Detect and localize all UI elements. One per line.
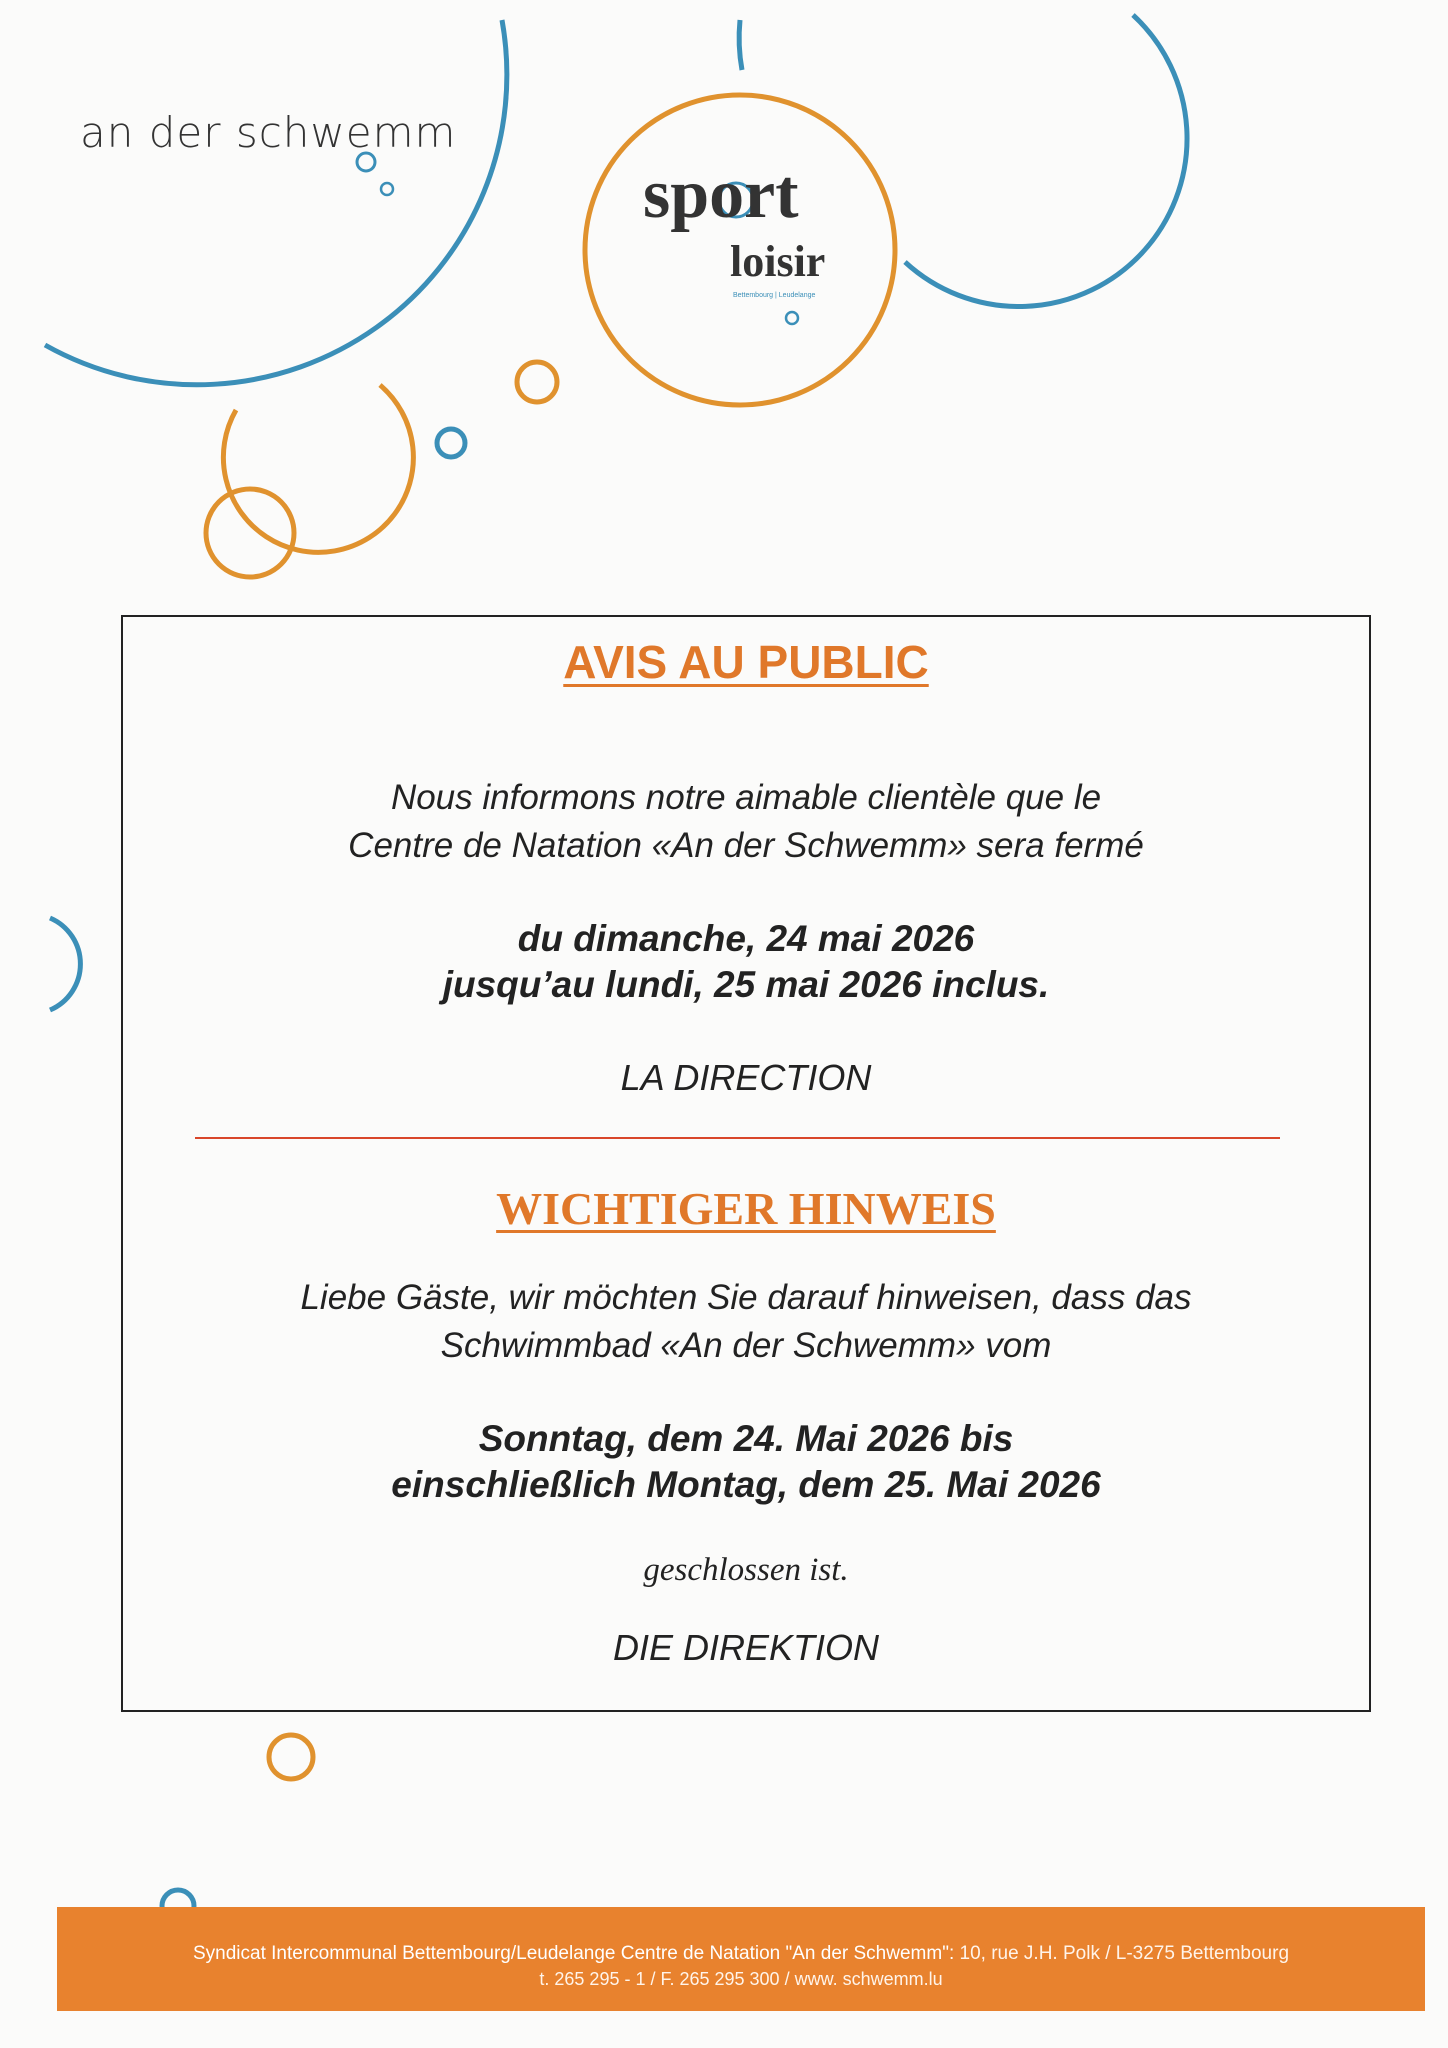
logo-sport: sport: [643, 156, 799, 233]
notice-box: [121, 615, 1371, 1712]
notice-fr-signature: LA DIRECTION: [620, 1057, 872, 1098]
notice-de-date1: Sonntag, dem 24. Mai 2026 bis: [478, 1418, 1014, 1459]
footer-address: 10, rue J.H. Polk / L-3275 Bettembourg: [954, 1943, 1290, 1964]
notice-de-date2: einschließlich Montag, dem 25. Mai 2026: [391, 1464, 1101, 1505]
logo-loisir: loisir: [730, 237, 826, 286]
blue-arc-right-top: [739, 20, 742, 70]
notice-de-signature: DIE DIREKTION: [612, 1627, 880, 1668]
footer-bar: [57, 1907, 1425, 2011]
orange-arc-mid: [223, 385, 413, 552]
logo-subtitle: Bettembourg | Leudelange: [733, 292, 816, 299]
notice-fr-date1: du dimanche, 24 mai 2026: [517, 918, 975, 959]
notice-title-de: [123, 1182, 1369, 1235]
blue-arc-right: [905, 15, 1187, 307]
footer-org: Syndicat Intercommunal Bettembourg/Leudelange Centre de Natation "An der Schwemm":: [192, 1943, 955, 1964]
notice-de-line1: Liebe Gäste, wir möchten Sie darauf hinweisen, dass das: [300, 1278, 1192, 1317]
notice-fr-line1: Nous informons notre aimable clientèle que le: [390, 778, 1102, 817]
notice-title-de-text: WICHTIGER HINWEIS: [496, 1183, 996, 1234]
blue-arc-left-mid: [50, 918, 80, 1010]
notice-fr-date2: jusqu’au lundi, 25 mai 2026 inclus.: [442, 964, 1050, 1005]
notice-de-closed: geschlossen ist.: [643, 1552, 849, 1588]
blue-dot-logo-2: [381, 183, 393, 195]
footer-line1: [57, 1943, 1425, 1965]
blue-arc-large: [45, 20, 507, 385]
notice-divider: [195, 1137, 1280, 1139]
footer-contact: t. 265 295 - 1 / F. 265 295 300 / www. schwemm.lu: [539, 1969, 943, 1989]
orange-circle-small: [517, 362, 557, 402]
notice-title-fr: [123, 635, 1369, 689]
blue-dot-loisir: [786, 312, 798, 324]
notice-title-fr-text: AVIS AU PUBLIC: [563, 636, 929, 688]
notice-fr-line2: Centre de Natation «An der Schwemm» sera fermé: [348, 826, 1144, 865]
orange-circle-bottom: [269, 1735, 313, 1779]
orange-circle-small-left: [206, 489, 294, 577]
logo-an-der-schwemm: an der schwemm: [80, 108, 457, 157]
blue-circle-small: [437, 429, 465, 457]
notice-de-line2: Schwimmbad «An der Schwemm» vom: [440, 1326, 1052, 1365]
